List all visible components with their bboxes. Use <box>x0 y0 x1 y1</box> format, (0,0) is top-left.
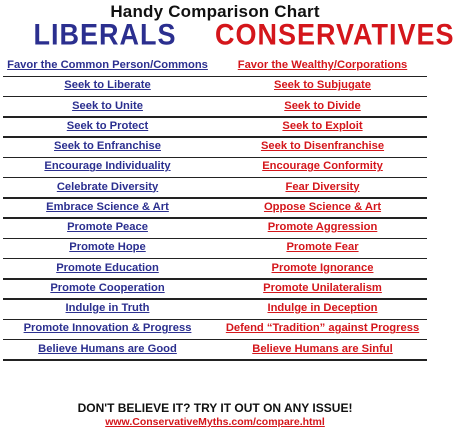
liberal-trait: Seek to Protect <box>66 119 149 132</box>
comparison-row <box>0 218 430 239</box>
conservative-trait: Encourage Conformity <box>262 160 383 173</box>
comparison-row <box>0 299 430 320</box>
conservative-trait: Promote Fear <box>286 241 359 254</box>
conservative-trait: Believe Humans are Sinful <box>252 342 393 355</box>
liberal-trait: Promote Peace <box>67 221 148 233</box>
comparison-row <box>0 117 430 138</box>
comparison-row <box>0 340 430 361</box>
footer-tagline: DON'T BELIEVE IT? TRY IT OUT ON ANY ISSUE! <box>77 401 353 415</box>
conservative-trait: Defend “Tradition” against Progress <box>225 322 420 335</box>
conservative-trait: Promote Ignorance <box>271 261 374 274</box>
footer-url-link[interactable]: www.ConservativeMyths.com/compare.html <box>105 416 325 428</box>
chart-title: Handy Comparison Chart <box>110 2 320 21</box>
liberal-trait: Favor the Common Person/Commons <box>7 59 208 71</box>
conservative-trait: Promote Aggression <box>267 221 378 233</box>
conservative-trait: Seek to Disenfranchise <box>260 140 385 152</box>
liberal-trait: Promote Education <box>56 261 159 274</box>
liberal-trait: Seek to Liberate <box>64 79 151 92</box>
conservative-trait: Seek to Exploit <box>282 119 363 132</box>
liberal-trait: Celebrate Diversity <box>56 180 159 193</box>
conservatives-header: CONSERVATIVES <box>215 18 455 52</box>
conservative-trait: Indulge in Deception <box>267 302 378 314</box>
comparison-row <box>0 198 430 219</box>
conservative-trait: Seek to Divide <box>284 99 361 112</box>
conservative-trait: Fear Diversity <box>285 180 360 193</box>
conservative-trait: Oppose Science & Art <box>263 200 382 213</box>
comparison-row <box>0 238 430 259</box>
conservative-trait: Seek to Subjugate <box>274 79 371 92</box>
comparison-row <box>0 157 430 178</box>
comparison-row <box>0 178 430 199</box>
comparison-row <box>0 319 430 340</box>
comparison-row <box>0 97 430 118</box>
liberal-trait: Promote Innovation & Progress <box>23 322 192 335</box>
comparison-row <box>0 259 430 280</box>
comparison-row <box>0 137 430 158</box>
liberal-trait: Embrace Science & Art <box>46 200 169 213</box>
liberal-trait: Seek to Enfranchise <box>54 140 161 152</box>
conservative-trait: Favor the Wealthy/Corporations <box>237 59 408 71</box>
liberal-trait: Believe Humans are Good <box>38 342 177 355</box>
comparison-row <box>0 56 430 77</box>
liberal-trait: Promote Hope <box>69 241 146 254</box>
liberal-trait: Encourage Individuality <box>44 160 171 173</box>
liberal-trait: Indulge in Truth <box>65 302 150 314</box>
liberal-trait: Seek to Unite <box>72 99 143 112</box>
row-divider <box>3 359 427 361</box>
comparison-row <box>0 279 430 300</box>
comparison-row <box>0 76 430 97</box>
liberals-header: LIBERALS <box>33 18 177 52</box>
conservative-trait: Promote Unilateralism <box>263 281 382 294</box>
liberal-trait: Promote Cooperation <box>50 281 165 294</box>
